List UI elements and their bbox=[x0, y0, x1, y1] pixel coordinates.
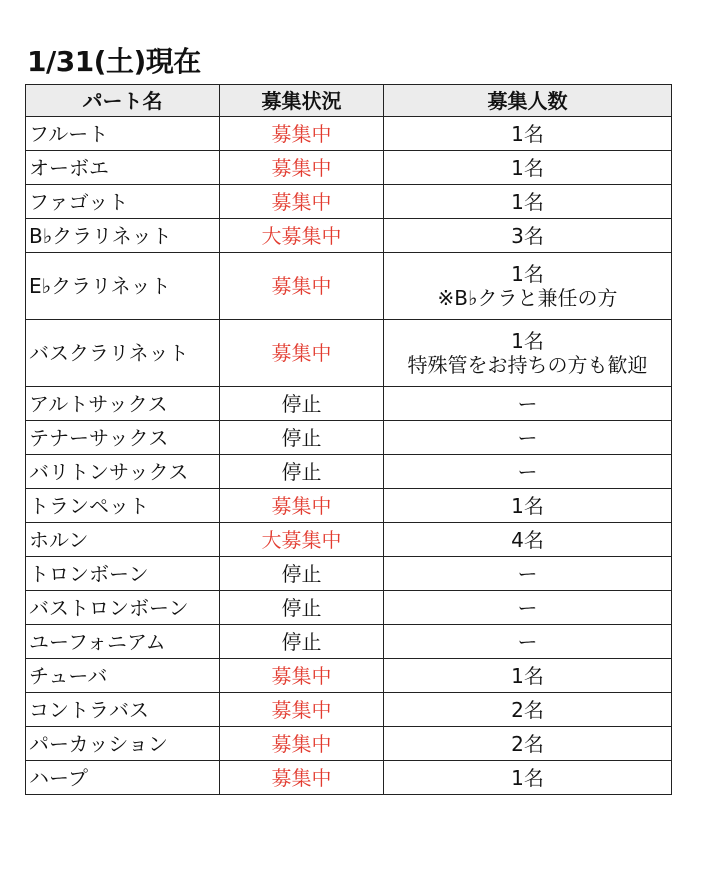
count-cell bbox=[384, 489, 672, 523]
status-cell: 募集中 bbox=[220, 727, 384, 761]
status-cell: 大募集中 bbox=[220, 219, 384, 253]
status-cell: 停止 bbox=[220, 591, 384, 625]
status-cell: 停止 bbox=[220, 557, 384, 591]
table-row bbox=[26, 489, 672, 523]
count-value: ー bbox=[517, 629, 538, 654]
table-row bbox=[26, 151, 672, 185]
table-row bbox=[26, 185, 672, 219]
count-value: 1名 bbox=[511, 765, 544, 790]
count-cell bbox=[384, 591, 672, 625]
status-cell: 募集中 bbox=[220, 253, 384, 320]
status-cell: 募集中 bbox=[220, 117, 384, 151]
count-cell bbox=[384, 761, 672, 795]
count-cell bbox=[384, 320, 672, 387]
table-body bbox=[26, 117, 672, 795]
count-value: ー bbox=[517, 459, 538, 484]
status-cell: 停止 bbox=[220, 625, 384, 659]
count-value: ー bbox=[517, 391, 538, 416]
table-row bbox=[26, 591, 672, 625]
part-name-cell: トロンボーン bbox=[26, 557, 220, 591]
count-cell bbox=[384, 523, 672, 557]
count-value: 1名 bbox=[511, 155, 544, 180]
count-value: 1名 bbox=[511, 663, 544, 688]
count-cell bbox=[384, 219, 672, 253]
status-cell: 募集中 bbox=[220, 693, 384, 727]
part-name-cell: ユーフォニアム bbox=[26, 625, 220, 659]
count-cell bbox=[384, 185, 672, 219]
count-cell bbox=[384, 253, 672, 320]
part-name-cell: バリトンサックス bbox=[26, 455, 220, 489]
count-value: 1名 bbox=[511, 121, 544, 146]
count-note: 特殊管をお持ちの方も歓迎 bbox=[407, 353, 648, 377]
count-value: 4名 bbox=[511, 527, 544, 552]
part-name-cell: チューバ bbox=[26, 659, 220, 693]
count-cell bbox=[384, 557, 672, 591]
count-note: ※B♭クラと兼任の方 bbox=[437, 286, 618, 310]
status-cell: 停止 bbox=[220, 455, 384, 489]
count-cell bbox=[384, 387, 672, 421]
part-name-cell: バスクラリネット bbox=[26, 320, 220, 387]
part-name-cell: パーカッション bbox=[26, 727, 220, 761]
table-row bbox=[26, 455, 672, 489]
status-cell: 募集中 bbox=[220, 320, 384, 387]
part-name-cell: トランペット bbox=[26, 489, 220, 523]
count-value: 2名 bbox=[511, 731, 544, 756]
header-part: パート名 bbox=[26, 85, 220, 117]
count-cell bbox=[384, 727, 672, 761]
status-cell: 募集中 bbox=[220, 185, 384, 219]
part-name-cell: ハープ bbox=[26, 761, 220, 795]
status-cell: 募集中 bbox=[220, 761, 384, 795]
table-row bbox=[26, 557, 672, 591]
count-cell bbox=[384, 693, 672, 727]
count-value: 1名 bbox=[511, 329, 544, 353]
header-count: 募集人数 bbox=[384, 85, 672, 117]
count-cell bbox=[384, 455, 672, 489]
count-value: 1名 bbox=[511, 262, 544, 286]
table-row bbox=[26, 523, 672, 557]
part-name-cell: E♭クラリネット bbox=[26, 253, 220, 320]
part-name-cell: アルトサックス bbox=[26, 387, 220, 421]
table-row bbox=[26, 761, 672, 795]
count-value: 1名 bbox=[511, 493, 544, 518]
count-cell bbox=[384, 151, 672, 185]
table-row bbox=[26, 219, 672, 253]
part-name-cell: コントラバス bbox=[26, 693, 220, 727]
part-name-cell: オーボエ bbox=[26, 151, 220, 185]
count-cell bbox=[384, 117, 672, 151]
part-name-cell: ファゴット bbox=[26, 185, 220, 219]
recruitment-table bbox=[25, 84, 672, 795]
part-name-cell: ホルン bbox=[26, 523, 220, 557]
count-value: ー bbox=[517, 595, 538, 620]
header-status: 募集状況 bbox=[220, 85, 384, 117]
status-cell: 大募集中 bbox=[220, 523, 384, 557]
table-row bbox=[26, 117, 672, 151]
table-row bbox=[26, 625, 672, 659]
part-name-cell: テナーサックス bbox=[26, 421, 220, 455]
count-cell bbox=[384, 659, 672, 693]
count-value: 3名 bbox=[511, 223, 544, 248]
page-title: 1/31(土)現在 bbox=[27, 45, 201, 78]
status-cell: 停止 bbox=[220, 421, 384, 455]
table-row bbox=[26, 253, 672, 320]
table-row bbox=[26, 659, 672, 693]
status-cell: 募集中 bbox=[220, 489, 384, 523]
table-row bbox=[26, 387, 672, 421]
table-row bbox=[26, 421, 672, 455]
status-cell: 募集中 bbox=[220, 659, 384, 693]
count-cell bbox=[384, 625, 672, 659]
part-name-cell: フルート bbox=[26, 117, 220, 151]
count-value: 1名 bbox=[511, 189, 544, 214]
status-cell: 募集中 bbox=[220, 151, 384, 185]
table-header-row bbox=[26, 85, 672, 117]
part-name-cell: B♭クラリネット bbox=[26, 219, 220, 253]
status-cell: 停止 bbox=[220, 387, 384, 421]
count-cell bbox=[384, 421, 672, 455]
table-row bbox=[26, 727, 672, 761]
part-name-cell: バストロンボーン bbox=[26, 591, 220, 625]
table-row bbox=[26, 320, 672, 387]
count-value: ー bbox=[517, 425, 538, 450]
count-value: 2名 bbox=[511, 697, 544, 722]
count-value: ー bbox=[517, 561, 538, 586]
table-row bbox=[26, 693, 672, 727]
